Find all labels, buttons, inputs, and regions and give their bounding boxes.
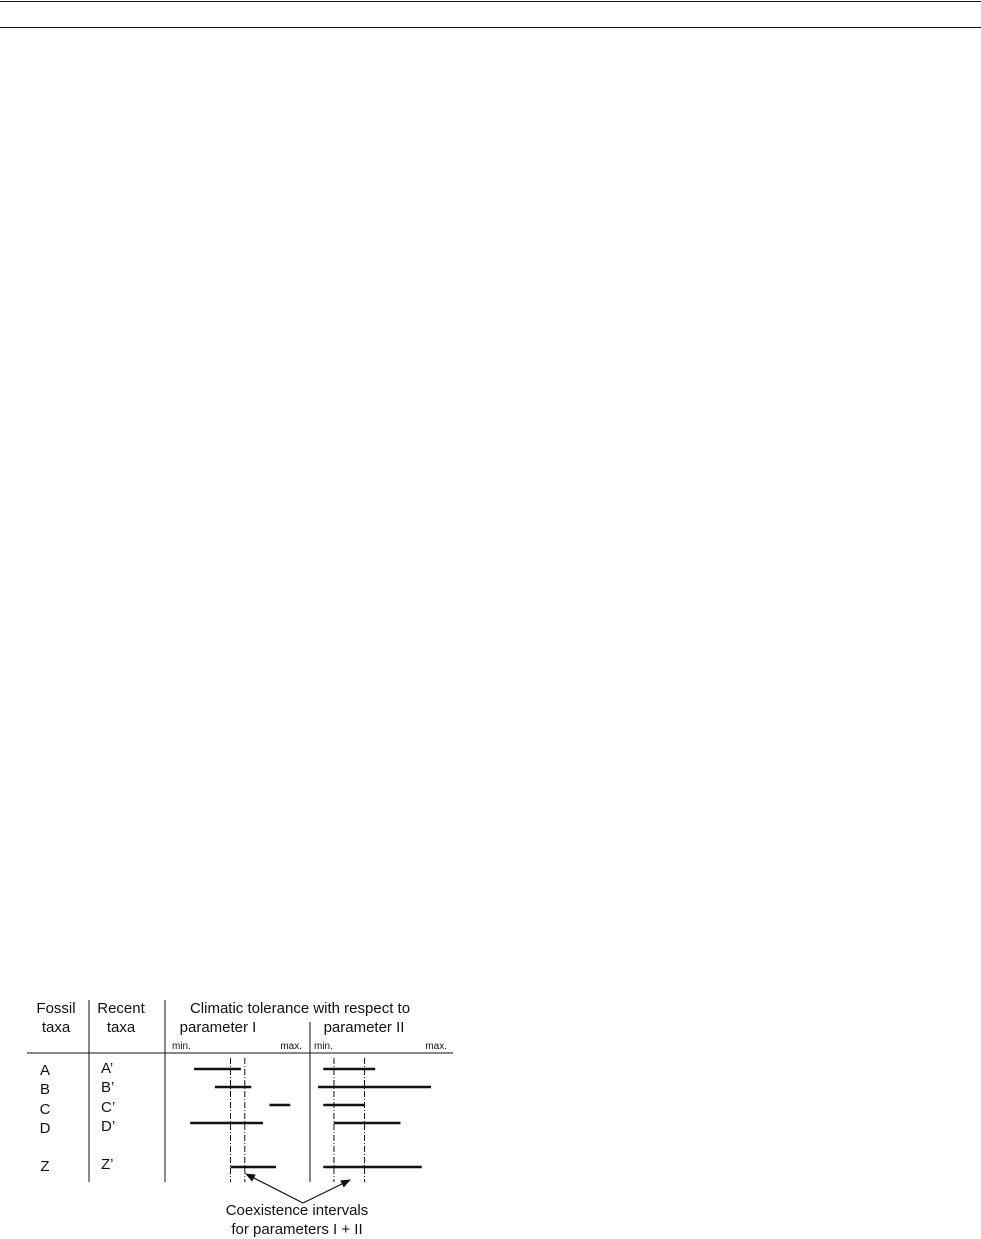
caption-line1: Coexistence intervals [225,1202,369,1219]
fossil-taxon-z: Z [40,1158,50,1175]
recent-taxon-b: B’ [101,1079,115,1096]
fossil-header-line2: taxa [41,1019,71,1036]
fossil-taxon-d: D [39,1120,51,1137]
coexistence-interval-lines [231,1058,365,1182]
fossil-taxon-a: A [39,1062,51,1079]
param1-max-label: max. [280,1041,302,1052]
recent-taxon-z: Z’ [101,1156,114,1173]
fossil-taxon-c: C [39,1101,51,1118]
param2-min-label: min. [314,1041,333,1052]
recent-taxon-c: C’ [101,1099,116,1116]
fossil-taxon-b: B [39,1081,51,1098]
caption-line2: for parameters I + II [231,1221,363,1238]
parameter-2-label: parameter II [323,1019,405,1036]
recent-taxon-a: A’ [101,1060,114,1077]
recent-header-line2: taxa [106,1019,136,1036]
parameter-1-label: parameter I [179,1019,257,1036]
fossil-header-line1: Fossil [36,1000,76,1017]
param1-min-label: min. [172,1041,191,1052]
recent-header-line1: Recent [97,1000,145,1017]
tolerance-bars-parameter-1 [190,1069,290,1167]
tolerance-header: Climatic tolerance with respect to [189,1000,411,1017]
tolerance-bars-parameter-2 [318,1069,431,1167]
arrow-to-param1-interval [246,1174,303,1203]
param2-max-label: max. [425,1041,447,1052]
recent-taxon-d: D’ [101,1118,116,1135]
arrow-to-param2-interval [303,1180,350,1203]
